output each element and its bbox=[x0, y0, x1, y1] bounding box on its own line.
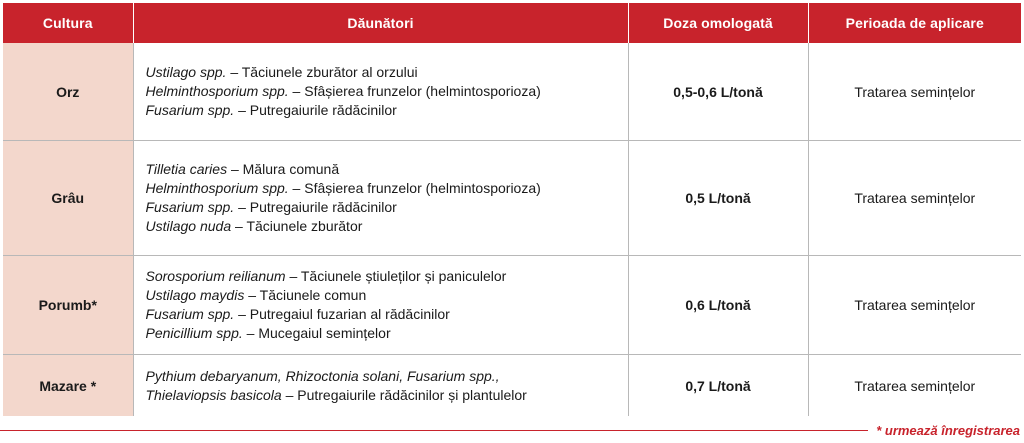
pest-latin-name: Thielaviopsis basicola bbox=[145, 386, 282, 403]
pest-line bbox=[146, 217, 628, 236]
culture-cell: Grâu bbox=[3, 141, 133, 256]
footer-divider bbox=[0, 430, 868, 431]
table-row bbox=[3, 141, 1021, 256]
pest-line bbox=[146, 386, 628, 405]
pest-latin-name: Pythium debaryanum, Rhizoctonia solani, Fusarium spp., bbox=[145, 367, 500, 384]
pests-cell bbox=[133, 256, 628, 355]
pest-common-name: – Tăciunele știuleților și paniculelor bbox=[285, 268, 507, 284]
header-perioada: Perioada de aplicare bbox=[808, 3, 1021, 43]
pest-common-name: – Putregaiurile rădăcinilor bbox=[234, 102, 397, 118]
pest-common-name: – Sfâșierea frunzelor (helmintosporioza) bbox=[288, 180, 541, 196]
pest-line bbox=[146, 160, 628, 179]
pest-common-name: – Tăciunele comun bbox=[244, 287, 367, 303]
pest-common-name: – Putregaiurile rădăcinilor bbox=[234, 199, 397, 215]
pest-common-name: – Tăciunele zburător al orzului bbox=[226, 64, 418, 80]
pest-line bbox=[146, 82, 628, 101]
pest-latin-name: Helminthosporium spp. bbox=[145, 83, 289, 99]
pest-latin-name: Ustilago maydis bbox=[145, 287, 245, 303]
pest-latin-name: Sorosporium reilianum bbox=[145, 268, 286, 284]
dose-cell: 0,6 L/tonă bbox=[628, 256, 808, 355]
pest-latin-name: Tilletia caries bbox=[145, 161, 228, 177]
dose-cell: 0,7 L/tonă bbox=[628, 355, 808, 417]
pest-common-name: – Sfâșierea frunzelor (helmintosporioza) bbox=[288, 83, 541, 99]
pests-cell bbox=[133, 43, 628, 141]
pests-cell bbox=[133, 141, 628, 256]
pest-common-name: – Mucegaiul semințelor bbox=[242, 325, 391, 341]
pest-latin-name: Ustilago nuda bbox=[145, 218, 232, 234]
pest-line bbox=[146, 101, 628, 120]
pest-line bbox=[146, 63, 628, 82]
culture-cell: Mazare * bbox=[3, 355, 133, 417]
period-cell: Tratarea semințelor bbox=[808, 141, 1021, 256]
period-cell: Tratarea semințelor bbox=[808, 256, 1021, 355]
header-row bbox=[3, 3, 1021, 43]
pest-common-name: – Putregaiul fuzarian al rădăcinilor bbox=[234, 306, 450, 322]
dose-cell: 0,5-0,6 L/tonă bbox=[628, 43, 808, 141]
header-doza: Doza omologată bbox=[628, 3, 808, 43]
table-row bbox=[3, 43, 1021, 141]
pest-line bbox=[146, 305, 628, 324]
pest-common-name: – Mălura comună bbox=[227, 161, 340, 177]
pest-line bbox=[146, 324, 628, 343]
pest-line bbox=[146, 198, 628, 217]
product-table bbox=[3, 3, 1021, 416]
pest-line bbox=[146, 267, 628, 286]
pest-latin-name: Fusarium spp. bbox=[145, 306, 235, 322]
culture-cell: Orz bbox=[3, 43, 133, 141]
pest-line bbox=[146, 367, 628, 386]
pest-latin-name: Fusarium spp. bbox=[145, 199, 235, 215]
header-cultura: Cultura bbox=[3, 3, 133, 43]
period-cell: Tratarea semințelor bbox=[854, 377, 976, 394]
pest-line bbox=[146, 179, 628, 198]
pest-latin-name: Ustilago spp. bbox=[145, 64, 227, 80]
pest-latin-name: Fusarium spp. bbox=[145, 102, 235, 118]
pest-latin-name: Penicillium spp. bbox=[145, 325, 243, 341]
dose-cell: 0,5 L/tonă bbox=[628, 141, 808, 256]
pest-common-name: – Tăciunele zburător bbox=[231, 218, 363, 234]
pest-line bbox=[146, 286, 628, 305]
table-row bbox=[3, 355, 1021, 417]
pest-latin-name: Helminthosporium spp. bbox=[145, 180, 289, 196]
pest-common-name: – Putregaiurile rădăcinilor și plantulelor bbox=[281, 386, 527, 403]
pests-cell bbox=[133, 355, 628, 417]
footer-note: * urmează înregistrarea bbox=[876, 423, 1020, 438]
culture-cell: Porumb* bbox=[3, 256, 133, 355]
header-daunatori: Dăunători bbox=[133, 3, 628, 43]
table-row bbox=[3, 256, 1021, 355]
period-cell: Tratarea semințelor bbox=[808, 43, 1021, 141]
